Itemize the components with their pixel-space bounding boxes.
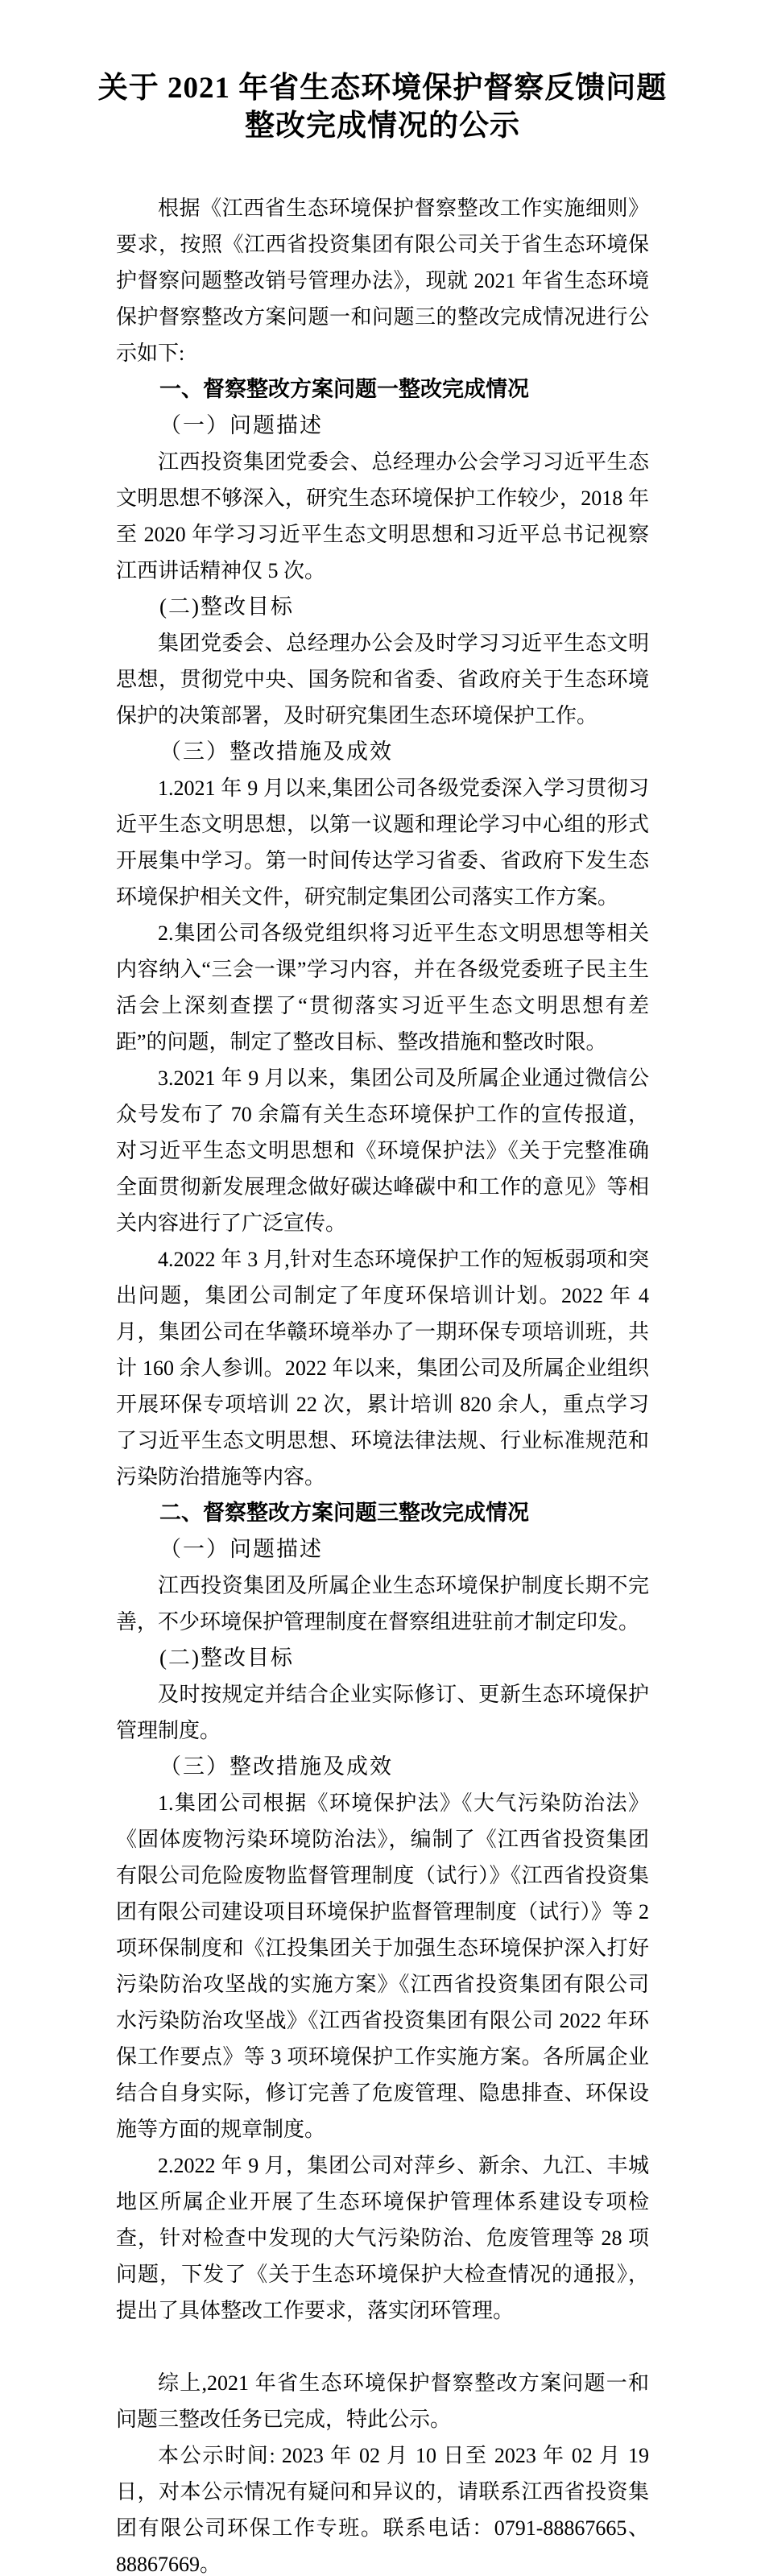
section-2-goal-text: 及时按规定并结合企业实际修订、更新生态环境保护管理制度。	[116, 1683, 649, 1742]
blank-line	[116, 2329, 649, 2365]
section-1-measures-heading: （三）整改措施及成效	[159, 739, 393, 764]
title-line-2: 整改完成情况的公示	[245, 110, 520, 143]
document-title	[0, 0, 765, 145]
section-1-measure-3: 3.2021 年 9 月以来，集团公司及所属企业通过微信公众号发布了 70 余篇有关生态环境保护工作的宣传报道，对习近平生态文明思想和《环境保护法》《关于完整准确全面贯彻新发展理念做好碳达峰碳中和工作的意见》等相关内容进行了广泛宣传。	[116, 1066, 649, 1235]
section-1-problem-text: 江西投资集团党委会、总经理办公会学习习近平生态文明思想不够深入，研究生态环境保护工作较少，2018 年至 2020 年学习习近平生态文明思想和习近平总书记视察江西讲话精神仅 5 次。	[116, 450, 649, 582]
notice-period-paragraph: 本公示时间: 2023 年 02 月 10 日至 2023 年 02 月 19 日，对本公示情况有疑问和异议的，请联系江西省投资集团有限公司环保工作专班。联系电话：0791-88867665、88867669。	[116, 2444, 649, 2576]
document-body	[116, 190, 649, 2576]
section-1-heading: 一、督察整改方案问题一整改完成情况	[159, 377, 529, 401]
section-1-measure-4: 4.2022 年 3 月,针对生态环境保护工作的短板弱项和突出问题，集团公司制定了年度环保培训计划。2022 年 4 月，集团公司在华赣环境举办了一期环保专项培训班，共计 160 余人参训。2022 年以来，集团公司及所属企业组织开展环保专项培训 22 次，累计培训 820 余人，重点学习了习近平生态文明思想、环境法律法规、行业标准规范和污染防治措施等内容。	[116, 1248, 649, 1489]
section-2-problem-text: 江西投资集团及所属企业生态环境保护制度长期不完善，不少环境保护管理制度在督察组进驻前才制定印发。	[116, 1574, 649, 1634]
section-1-measure-1: 1.2021 年 9 月以来,集团公司各级党委深入学习贯彻习近平生态文明思想，以第一议题和理论学习中心组的形式开展集中学习。第一时间传达学习省委、省政府下发生态环境保护相关文件，研究制定集团公司落实工作方案。	[116, 777, 649, 909]
section-2-goal-heading: (二)整改目标	[159, 1646, 294, 1670]
section-2-problem-heading: （一）问题描述	[159, 1537, 323, 1561]
title-line-1: 关于 2021 年省生态环境保护督察反馈问题	[97, 72, 668, 105]
section-1-problem-heading: （一）问题描述	[159, 413, 323, 437]
section-1-goal-heading: (二)整改目标	[159, 594, 294, 619]
section-2-heading: 二、督察整改方案问题三整改完成情况	[159, 1501, 529, 1525]
section-1-measure-2: 2.集团公司各级党组织将习近平生态文明思想等相关内容纳入“三会一课”学习内容，并在各级党委班子民主生活会上深刻查摆了“贯彻落实习近平生态文明思想有差距”的问题，制定了整改目标、整改措施和整改时限。	[116, 921, 649, 1054]
conclusion-paragraph: 综上,2021 年省生态环境保护督察整改方案问题一和问题三整改任务已完成，特此公示。	[116, 2371, 649, 2431]
section-1-goal-text: 集团党委会、总经理办公会及时学习习近平生态文明思想，贯彻党中央、国务院和省委、省政府关于生态环境保护的决策部署，及时研究集团生态环境保护工作。	[116, 632, 649, 727]
section-2-measures-heading: （三）整改措施及成效	[159, 1754, 393, 1779]
section-2-measure-1: 1.集团公司根据《环境保护法》《大气污染防治法》《固体废物污染环境防治法》，编制了《江西省投资集团有限公司危险废物监督管理制度（试行）》《江西省投资集团有限公司建设项目环境保护监督管理制度（试行）》等 2 项环保制度和《江投集团关于加强生态环境保护深入打好污染防治攻坚战的实施方案》《江西省投资集团有限公司水污染防治攻坚战》《江西省投资集团有限公司 2022 年环保工作要点》等 3 项环境保护工作实施方案。各所属企业结合自身实际，修订完善了危废管理、隐患排查、环保设施等方面的规章制度。	[116, 1791, 649, 2141]
intro-paragraph: 根据《江西省生态环境保护督察整改工作实施细则》要求，按照《江西省投资集团有限公司关于省生态环境保护督察问题整改销号管理办法》，现就 2021 年省生态环境保护督察整改方案问题一和问题三的整改完成情况进行公示如下:	[116, 197, 649, 365]
section-2-measure-2: 2.2022 年 9 月，集团公司对萍乡、新余、九江、丰城地区所属企业开展了生态环境保护管理体系建设专项检查，针对检查中发现的大气污染防治、危废管理等 28 项问题，下发了《关于生态环境保护大检查情况的通报》，提出了具体整改工作要求，落实闭环管理。	[116, 2154, 649, 2322]
